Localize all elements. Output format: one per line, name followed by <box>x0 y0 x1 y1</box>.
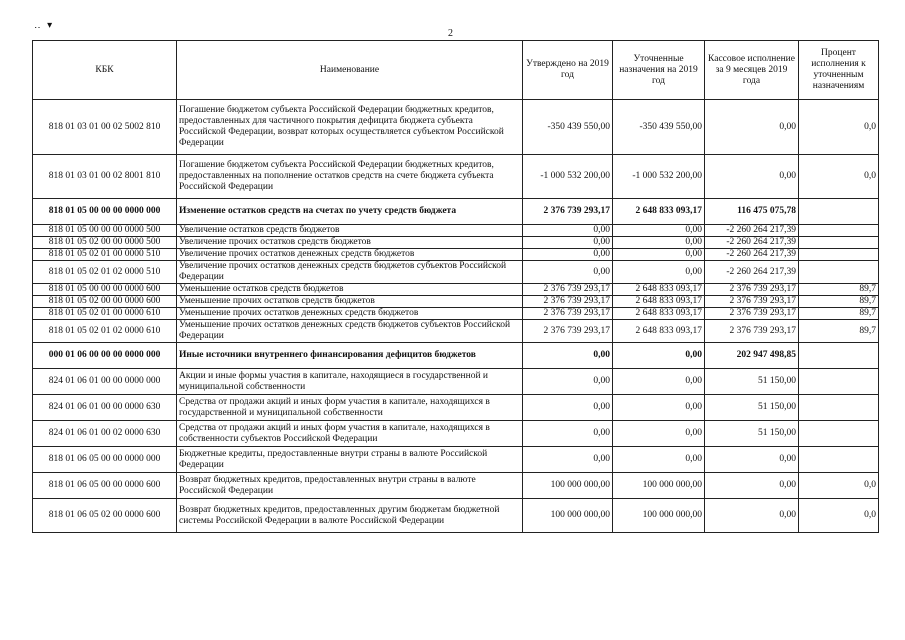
row-percent <box>799 343 879 369</box>
row-executed: -2 260 264 217,39 <box>705 249 799 261</box>
row-percent <box>799 447 879 473</box>
row-name: Погашение бюджетом субъекта Российской Федерации бюджетных кредитов, предоставленных на пополнение остатков средств на счете бюджета субъекта Российской Федерации <box>177 155 523 199</box>
row-executed: 2 376 739 293,17 <box>705 308 799 320</box>
row-percent: 89,7 <box>799 296 879 308</box>
row-name: Средства от продажи акций и иных форм участия в капитале, находящихся в собственности субъектов Российской Федерации <box>177 421 523 447</box>
table-row <box>33 249 879 261</box>
row-percent: 89,7 <box>799 284 879 296</box>
table-row <box>33 473 879 499</box>
table-row <box>33 320 879 343</box>
row-approved: 0,00 <box>523 225 613 237</box>
row-percent <box>799 199 879 225</box>
row-approved: -350 439 550,00 <box>523 100 613 155</box>
row-approved: 100 000 000,00 <box>523 473 613 499</box>
row-kbk: 818 01 06 05 00 00 0000 600 <box>33 473 177 499</box>
table-row <box>33 421 879 447</box>
table-body <box>33 100 879 533</box>
row-approved: 0,00 <box>523 369 613 395</box>
table-row <box>33 261 879 284</box>
row-refined: 100 000 000,00 <box>613 499 705 533</box>
table-row <box>33 499 879 533</box>
row-approved: 0,00 <box>523 237 613 249</box>
row-refined: 2 648 833 093,17 <box>613 320 705 343</box>
row-kbk: 818 01 05 00 00 00 0000 600 <box>33 284 177 296</box>
row-name: Увеличение прочих остатков денежных средств бюджетов <box>177 249 523 261</box>
page-number: 2 <box>448 28 453 39</box>
row-executed: 51 150,00 <box>705 421 799 447</box>
table-header-row <box>33 41 879 100</box>
row-name: Иные источники внутреннего финансирования дефицитов бюджетов <box>177 343 523 369</box>
row-executed: 2 376 739 293,17 <box>705 296 799 308</box>
row-percent: 0,0 <box>799 100 879 155</box>
row-approved: -1 000 532 200,00 <box>523 155 613 199</box>
budget-sources-table <box>32 40 879 533</box>
row-name: Погашение бюджетом субъекта Российской Федерации бюджетных кредитов, предоставленных для частичного покрытия дефицита бюджета субъекта Российской Федерации, возврат которых осуществляется субъектом Российской Федерации <box>177 100 523 155</box>
row-refined: 0,00 <box>613 447 705 473</box>
row-percent <box>799 261 879 284</box>
row-executed: 0,00 <box>705 100 799 155</box>
header-refined: Уточненные назначения на 2019 год <box>613 41 705 100</box>
row-approved: 0,00 <box>523 343 613 369</box>
row-name: Увеличение прочих остатков средств бюджетов <box>177 237 523 249</box>
row-name: Возврат бюджетных кредитов, предоставленных другим бюджетам бюджетной системы Российской Федерации в валюте Российской Федерации <box>177 499 523 533</box>
row-kbk: 818 01 06 05 00 00 0000 000 <box>33 447 177 473</box>
row-percent <box>799 225 879 237</box>
corner-mark: ‥ ▾ <box>34 20 55 31</box>
row-kbk: 818 01 05 02 01 02 0000 510 <box>33 261 177 284</box>
row-name: Изменение остатков средств на счетах по учету средств бюджета <box>177 199 523 225</box>
table-row <box>33 100 879 155</box>
header-percent: Процент исполнения к уточненным назначениям <box>799 41 879 100</box>
row-executed: -2 260 264 217,39 <box>705 261 799 284</box>
row-kbk: 818 01 03 01 00 02 8001 810 <box>33 155 177 199</box>
row-executed: 51 150,00 <box>705 369 799 395</box>
row-percent: 0,0 <box>799 473 879 499</box>
row-name: Возврат бюджетных кредитов, предоставленных внутри страны в валюте Российской Федерации <box>177 473 523 499</box>
row-name: Уменьшение прочих остатков средств бюджетов <box>177 296 523 308</box>
row-percent <box>799 237 879 249</box>
row-approved: 2 376 739 293,17 <box>523 199 613 225</box>
row-kbk: 818 01 05 02 00 00 0000 600 <box>33 296 177 308</box>
row-percent: 0,0 <box>799 155 879 199</box>
row-approved: 0,00 <box>523 447 613 473</box>
row-executed: 0,00 <box>705 155 799 199</box>
row-executed: 0,00 <box>705 447 799 473</box>
table-row <box>33 369 879 395</box>
row-name: Бюджетные кредиты, предоставленные внутри страны в валюте Российской Федерации <box>177 447 523 473</box>
row-approved: 0,00 <box>523 421 613 447</box>
table-row <box>33 225 879 237</box>
table-row <box>33 308 879 320</box>
row-approved: 0,00 <box>523 395 613 421</box>
row-refined: 100 000 000,00 <box>613 473 705 499</box>
row-refined: 2 648 833 093,17 <box>613 199 705 225</box>
row-executed: 51 150,00 <box>705 395 799 421</box>
row-kbk: 818 01 05 02 01 02 0000 610 <box>33 320 177 343</box>
row-approved: 0,00 <box>523 249 613 261</box>
row-approved: 100 000 000,00 <box>523 499 613 533</box>
row-refined: 0,00 <box>613 249 705 261</box>
row-kbk: 818 01 03 01 00 02 5002 810 <box>33 100 177 155</box>
row-name: Увеличение прочих остатков денежных средств бюджетов субъектов Российской Федерации <box>177 261 523 284</box>
header-name: Наименование <box>177 41 523 100</box>
row-refined: -350 439 550,00 <box>613 100 705 155</box>
row-approved: 2 376 739 293,17 <box>523 296 613 308</box>
row-executed: 0,00 <box>705 499 799 533</box>
row-refined: 0,00 <box>613 261 705 284</box>
row-percent <box>799 249 879 261</box>
table-row <box>33 199 879 225</box>
table-row <box>33 343 879 369</box>
row-approved: 0,00 <box>523 261 613 284</box>
row-executed: -2 260 264 217,39 <box>705 225 799 237</box>
header-executed: Кассовое исполнение за 9 месяцев 2019 года <box>705 41 799 100</box>
row-kbk: 824 01 06 01 00 00 0000 630 <box>33 395 177 421</box>
row-name: Уменьшение прочих остатков денежных средств бюджетов субъектов Российской Федерации <box>177 320 523 343</box>
row-kbk: 818 01 05 02 01 00 0000 510 <box>33 249 177 261</box>
row-name: Акции и иные формы участия в капитале, находящиеся в государственной и муниципальной собственности <box>177 369 523 395</box>
header-kbk: КБК <box>33 41 177 100</box>
table-row <box>33 395 879 421</box>
row-approved: 2 376 739 293,17 <box>523 284 613 296</box>
table-row <box>33 447 879 473</box>
row-percent: 89,7 <box>799 320 879 343</box>
row-name: Уменьшение остатков средств бюджетов <box>177 284 523 296</box>
row-percent <box>799 395 879 421</box>
row-executed: 202 947 498,85 <box>705 343 799 369</box>
row-refined: 0,00 <box>613 343 705 369</box>
row-executed: 2 376 739 293,17 <box>705 320 799 343</box>
row-refined: 2 648 833 093,17 <box>613 284 705 296</box>
row-kbk: 818 01 06 05 02 00 0000 600 <box>33 499 177 533</box>
row-refined: 0,00 <box>613 421 705 447</box>
table-row <box>33 296 879 308</box>
row-kbk: 818 01 05 00 00 00 0000 500 <box>33 225 177 237</box>
row-executed: 116 475 075,78 <box>705 199 799 225</box>
row-approved: 2 376 739 293,17 <box>523 308 613 320</box>
row-refined: 0,00 <box>613 225 705 237</box>
row-approved: 2 376 739 293,17 <box>523 320 613 343</box>
row-percent <box>799 369 879 395</box>
row-name: Увеличение остатков средств бюджетов <box>177 225 523 237</box>
row-name: Средства от продажи акций и иных форм участия в капитале, находящихся в государственной и муниципальной собственности <box>177 395 523 421</box>
row-kbk: 824 01 06 01 00 02 0000 630 <box>33 421 177 447</box>
row-percent <box>799 421 879 447</box>
row-kbk: 818 01 05 00 00 00 0000 000 <box>33 199 177 225</box>
table-row <box>33 284 879 296</box>
row-refined: 2 648 833 093,17 <box>613 296 705 308</box>
row-name: Уменьшение прочих остатков денежных средств бюджетов <box>177 308 523 320</box>
row-refined: 2 648 833 093,17 <box>613 308 705 320</box>
table-row <box>33 155 879 199</box>
row-kbk: 824 01 06 01 00 00 0000 000 <box>33 369 177 395</box>
row-refined: 0,00 <box>613 237 705 249</box>
header-approved: Утверждено на 2019 год <box>523 41 613 100</box>
row-kbk: 818 01 05 02 00 00 0000 500 <box>33 237 177 249</box>
row-refined: 0,00 <box>613 369 705 395</box>
row-percent: 0,0 <box>799 499 879 533</box>
row-executed: 0,00 <box>705 473 799 499</box>
row-kbk: 818 01 05 02 01 00 0000 610 <box>33 308 177 320</box>
row-refined: 0,00 <box>613 395 705 421</box>
row-executed: -2 260 264 217,39 <box>705 237 799 249</box>
row-percent: 89,7 <box>799 308 879 320</box>
table-row <box>33 237 879 249</box>
row-executed: 2 376 739 293,17 <box>705 284 799 296</box>
row-refined: -1 000 532 200,00 <box>613 155 705 199</box>
row-kbk: 000 01 06 00 00 00 0000 000 <box>33 343 177 369</box>
